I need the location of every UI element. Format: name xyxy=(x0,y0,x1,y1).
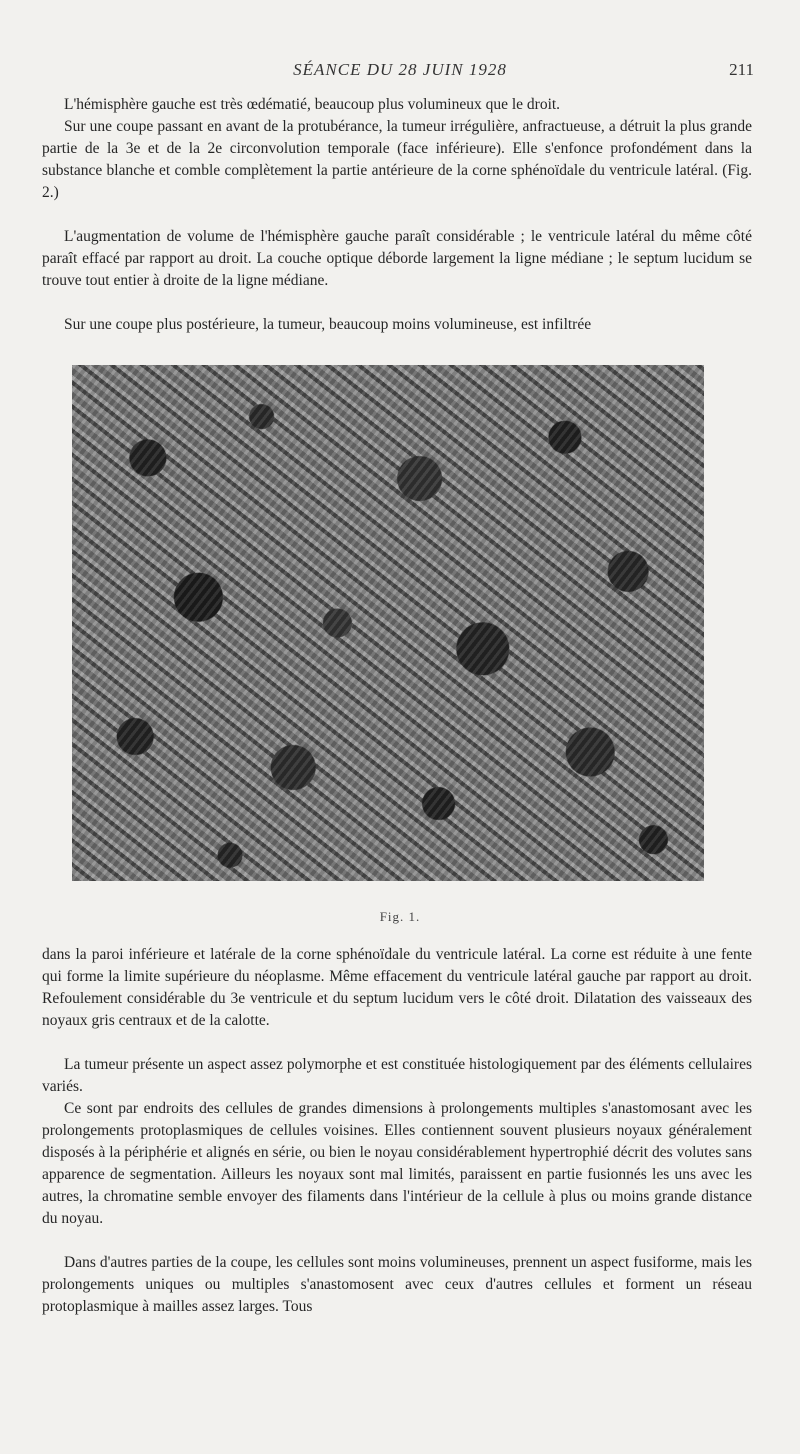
paragraph: Dans d'autres parties de la coupe, les cellules sont moins volumineuses, prennent un aspect fusiforme, mais les prolongements uniques ou multiples s'anastomosent avec ceux d'autres cellules et forment un réseau protoplasmique à mailles assez larges. Tous xyxy=(42,1254,752,1315)
page-number: 211 xyxy=(729,60,754,79)
paragraph: L'augmentation de volume de l'hémisphère gauche paraît considérable ; le ventricule latéral du même côté paraît effacé par rapport au droit. La couche optique déborde largement la ligne médiane ; le septum lucidum se trouve tout entier à droite de la ligne médiane. xyxy=(42,228,752,289)
paragraph: dans la paroi inférieure et latérale de la corne sphénoïdale du ventricule latéral. La corne est réduite à une fente qui forme la limite supérieure du néoplasme. Même effacement du ventricule latéral gauche par rapport au droit. Refoulement considérable du 3e ventricule et du septum lucidum vers le côté droit. Dilatation des vaisseaux des noyaux gris centraux et de la calotte. xyxy=(42,946,752,1029)
page-header xyxy=(0,60,800,82)
paragraph: Ce sont par endroits des cellules de grandes dimensions à prolongements multiples s'anastomosant avec les prolongements protoplasmiques de cellules voisines. Elles contiennent souvent plusieurs noyaux généralement disposés à la périphérie et alignés en série, ou bien le noyau considérablement hypertrophié décrit des volutes sans apparence de segmentation. Ailleurs les noyaux sont mal limités, paraissent en partie fusionnés les uns avec les autres, la chromatine semble envoyer des filaments dans l'intérieur de la cellule à plus ou moins grande distance du noyau. xyxy=(42,1100,752,1227)
histology-micrograph xyxy=(72,365,704,881)
paragraph: Sur une coupe passant en avant de la protubérance, la tumeur irrégulière, anfractueuse, a détruit la plus grande partie de la 3e et de la 2e circonvolution temporale (face inférieure). Elle s'enfonce profondément dans la substance blanche et comble complètement la partie antérieure de la corne sphénoïdale du ventricule latéral. (Fig. 2.) xyxy=(42,118,752,201)
paragraph: La tumeur présente un aspect assez polymorphe et est constituée histologiquement par des éléments cellulaires variés. xyxy=(42,1056,752,1095)
figure-caption: Fig. 1. xyxy=(379,909,421,924)
running-title: SÉANCE DU 28 JUIN 1928 xyxy=(293,60,507,79)
paragraph: L'hémisphère gauche est très œdématié, beaucoup plus volumineux que le droit. xyxy=(64,96,561,113)
paragraph: Sur une coupe plus postérieure, la tumeur, beaucoup moins volumineuse, est infiltrée xyxy=(64,316,592,333)
